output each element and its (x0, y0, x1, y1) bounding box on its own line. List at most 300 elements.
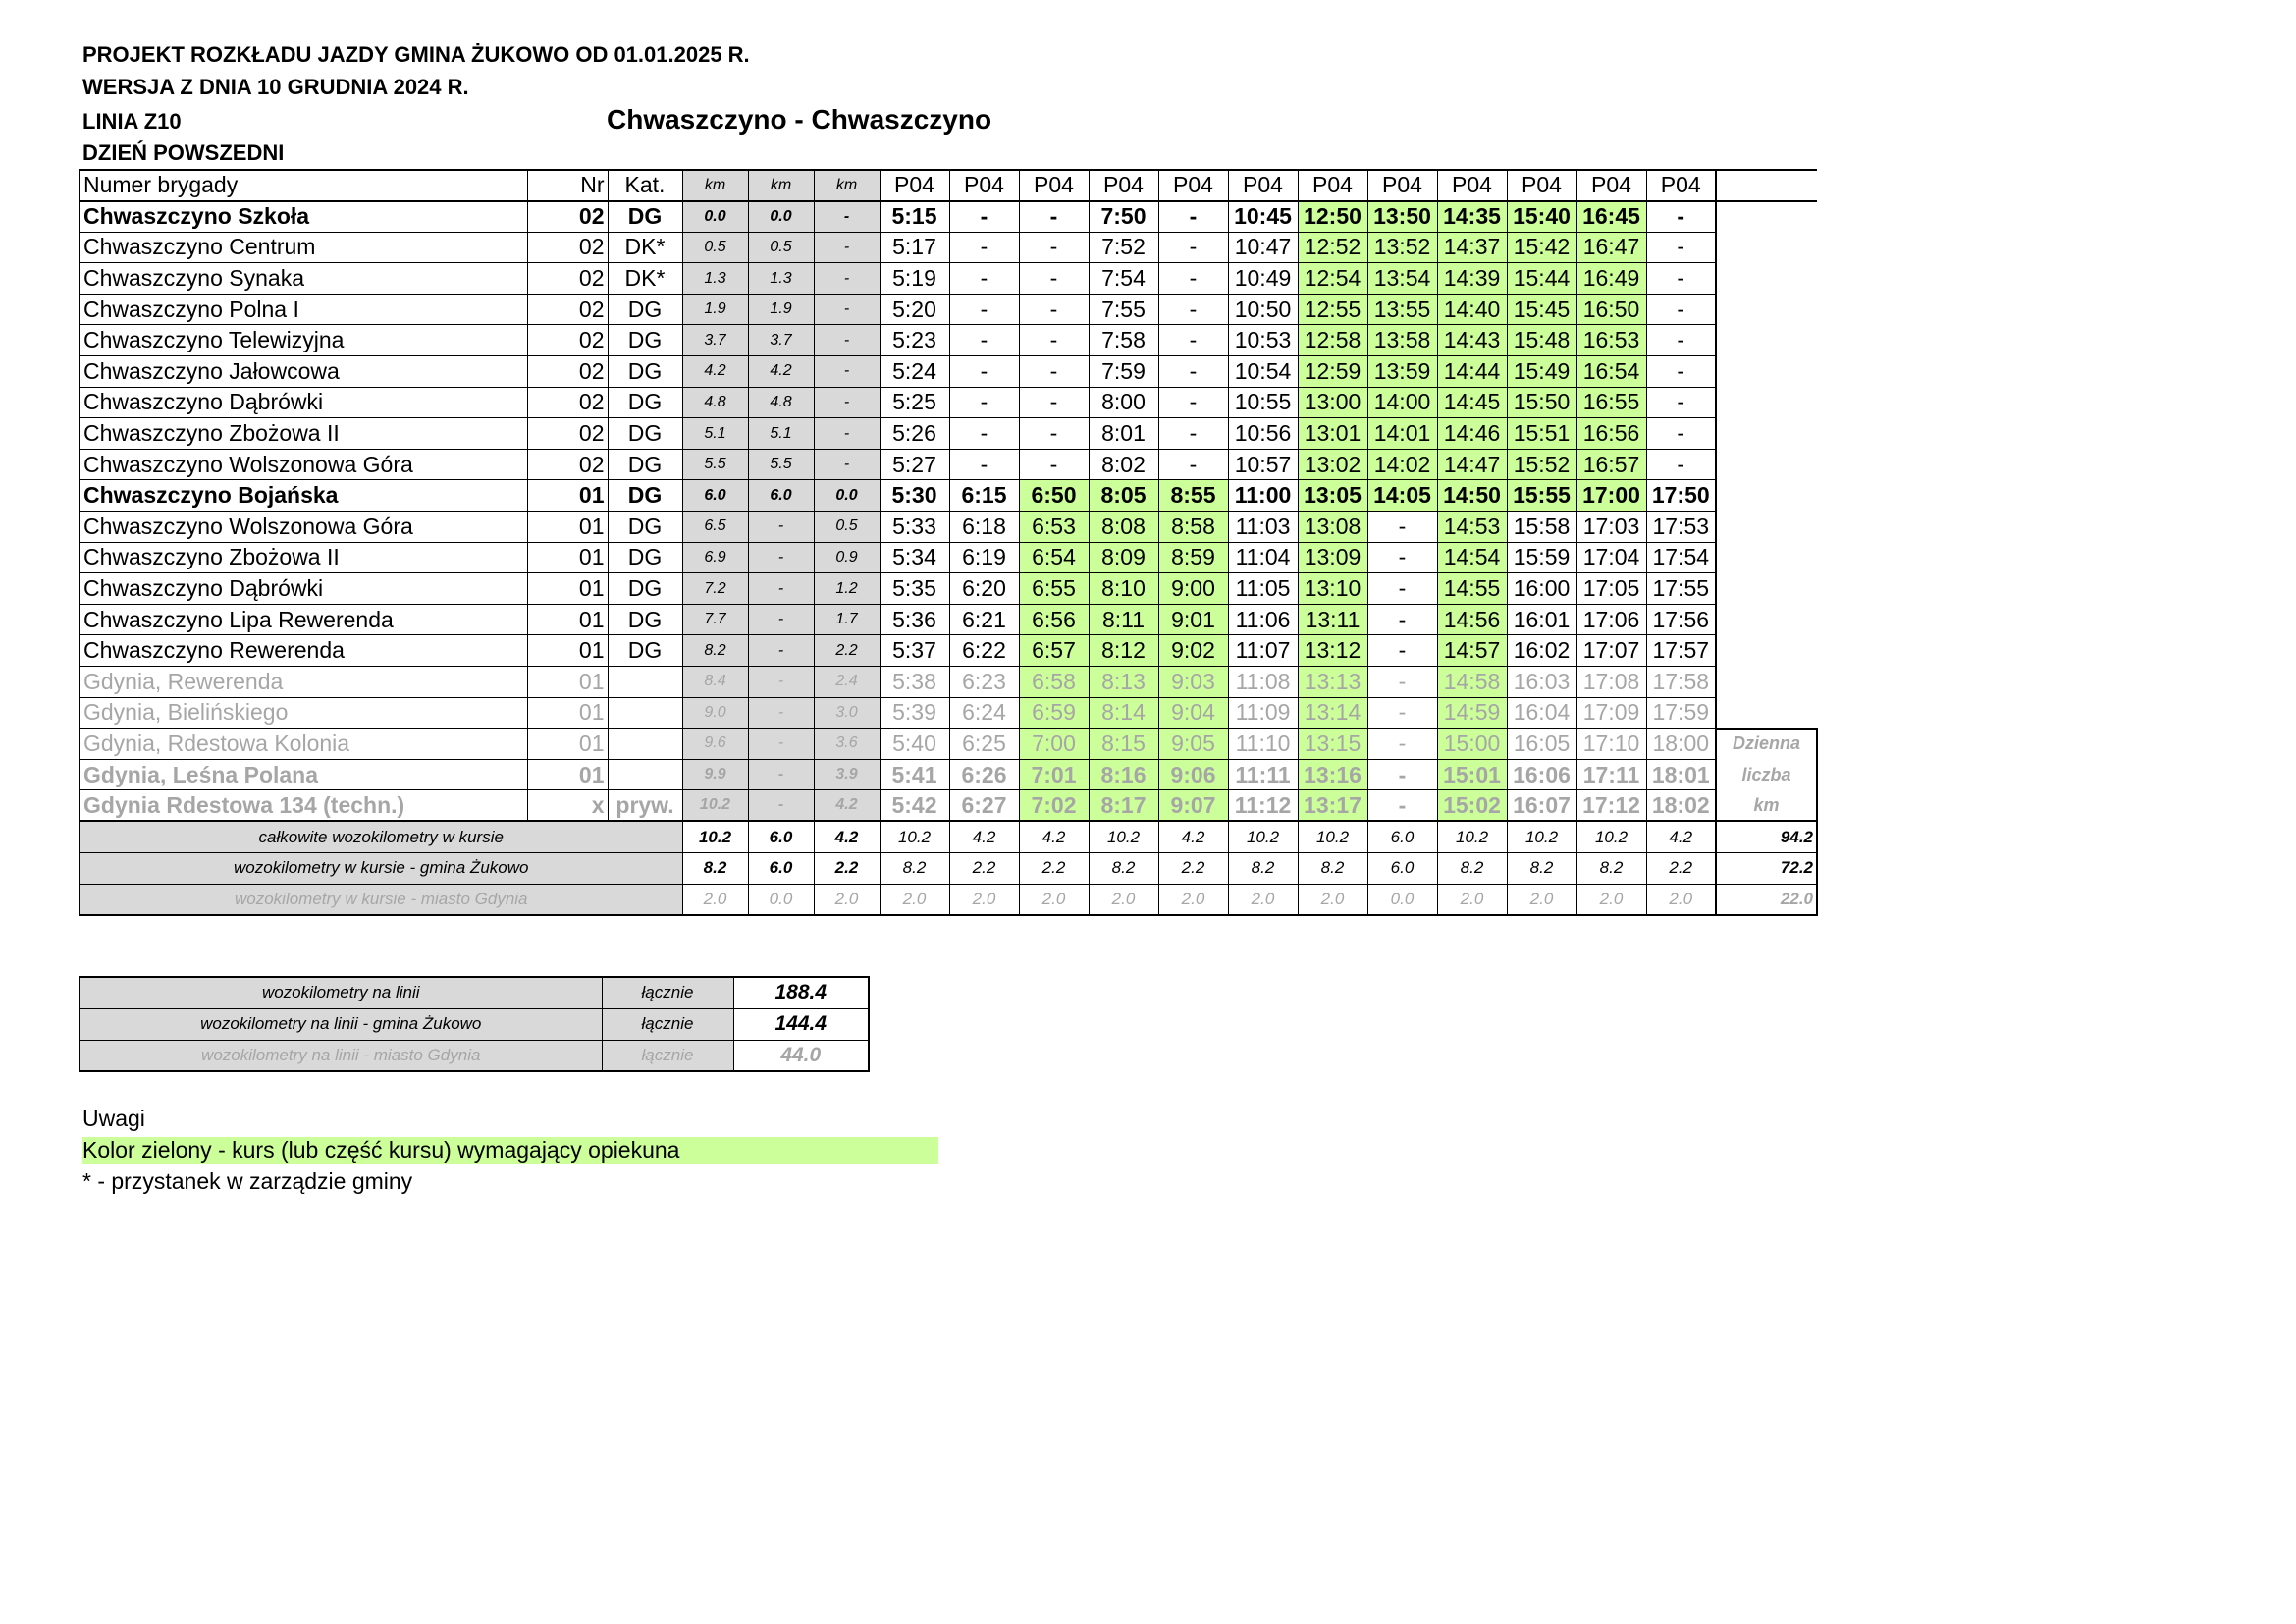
departure-time: 5:41 (880, 759, 949, 790)
departure-time: 5:19 (880, 263, 949, 295)
stop-km: - (748, 759, 814, 790)
stop-row (80, 325, 1817, 356)
departure-time: 18:00 (1646, 729, 1716, 760)
stop-km: 1.2 (814, 573, 880, 605)
stop-row (80, 232, 1817, 263)
stop-km: 4.8 (682, 387, 748, 418)
stop-name: Chwaszczyno Lipa Rewerenda (80, 604, 527, 635)
daily-km-total: 72.2 (1716, 852, 1817, 884)
departure-time: 16:49 (1576, 263, 1646, 295)
summary-value: 2.0 (1437, 884, 1507, 915)
summary-value: 4.2 (1158, 821, 1228, 852)
stop-km: - (748, 790, 814, 822)
departure-time: - (1646, 232, 1716, 263)
stop-name: Chwaszczyno Zbożowa II (80, 542, 527, 573)
stop-km: - (814, 294, 880, 325)
stop-km: 5.1 (748, 418, 814, 450)
daily-km-label: liczba (1716, 759, 1817, 790)
departure-time: 6:54 (1019, 542, 1089, 573)
departure-time: 16:03 (1507, 667, 1576, 698)
departure-time: 14:56 (1437, 604, 1507, 635)
stop-category: DG (608, 604, 682, 635)
departure-time: 12:59 (1298, 356, 1367, 388)
departure-time: 13:00 (1298, 387, 1367, 418)
departure-time: 13:13 (1298, 667, 1367, 698)
departure-time: 16:04 (1507, 697, 1576, 729)
departure-time: 12:52 (1298, 232, 1367, 263)
stop-km: - (814, 356, 880, 388)
stop-name: Chwaszczyno Dąbrówki (80, 387, 527, 418)
summary-km: 10.2 (682, 821, 748, 852)
line-total-row (80, 1040, 869, 1071)
departure-time: 15:44 (1507, 263, 1576, 295)
stop-km: 1.9 (748, 294, 814, 325)
summary-value: 2.2 (949, 852, 1019, 884)
spacer-cell (1716, 635, 1817, 667)
departure-time: 16:56 (1576, 418, 1646, 450)
departure-time: - (1646, 325, 1716, 356)
departure-time: 5:42 (880, 790, 949, 822)
departure-time: 17:54 (1646, 542, 1716, 573)
departure-time: - (1158, 356, 1228, 388)
departure-time: 6:57 (1019, 635, 1089, 667)
summary-value: 10.2 (1228, 821, 1298, 852)
stop-km: 1.3 (748, 263, 814, 295)
departure-time: 13:09 (1298, 542, 1367, 573)
stop-km: - (814, 232, 880, 263)
header-line: LINIA Z10 (82, 109, 182, 134)
summary-label: wozokilometry w kursie - gmina Żukowo (80, 852, 682, 884)
departure-time: 16:53 (1576, 325, 1646, 356)
summary-value: 2.2 (1646, 852, 1716, 884)
departure-time: 14:54 (1437, 542, 1507, 573)
departure-time: 8:09 (1089, 542, 1158, 573)
departure-time: 17:06 (1576, 604, 1646, 635)
departure-time: 6:56 (1019, 604, 1089, 635)
stop-row (80, 729, 1817, 760)
stop-row (80, 512, 1817, 543)
departure-time: 6:26 (949, 759, 1019, 790)
departure-time: 5:15 (880, 201, 949, 233)
brigade-header: P04 (1646, 170, 1716, 201)
departure-time: 6:55 (1019, 573, 1089, 605)
departure-time: 6:53 (1019, 512, 1089, 543)
departure-time: 15:51 (1507, 418, 1576, 450)
stop-category (608, 667, 682, 698)
departure-time: 9:00 (1158, 573, 1228, 605)
stop-km: 5.5 (682, 449, 748, 480)
stop-nr: 02 (527, 449, 608, 480)
departure-time: 7:00 (1019, 729, 1089, 760)
departure-time: 8:00 (1089, 387, 1158, 418)
departure-time: 5:17 (880, 232, 949, 263)
stop-km: - (748, 573, 814, 605)
stop-row (80, 263, 1817, 295)
stop-category: DG (608, 512, 682, 543)
notes-title: Uwagi (82, 1106, 145, 1131)
column-header: Nr (527, 170, 608, 201)
summary-value: 2.0 (1298, 884, 1367, 915)
departure-time: - (1646, 294, 1716, 325)
departure-time: 13:16 (1298, 759, 1367, 790)
departure-time: 13:01 (1298, 418, 1367, 450)
departure-time: 5:24 (880, 356, 949, 388)
stop-km: 3.9 (814, 759, 880, 790)
departure-time: 6:50 (1019, 480, 1089, 512)
departure-time: 16:47 (1576, 232, 1646, 263)
departure-time: 8:55 (1158, 480, 1228, 512)
stop-km: 0.5 (748, 232, 814, 263)
departure-time: 17:55 (1646, 573, 1716, 605)
departure-time: 15:58 (1507, 512, 1576, 543)
column-header: km (814, 170, 880, 201)
stop-km: 2.2 (814, 635, 880, 667)
stop-km: - (748, 697, 814, 729)
stop-name: Chwaszczyno Telewizyjna (80, 325, 527, 356)
departure-time: 13:10 (1298, 573, 1367, 605)
departure-time: 16:05 (1507, 729, 1576, 760)
departure-time: 14:05 (1367, 480, 1437, 512)
stop-name: Chwaszczyno Wolszonowa Góra (80, 449, 527, 480)
departure-time: 5:39 (880, 697, 949, 729)
line-total-unit: łącznie (602, 977, 733, 1008)
departure-time: 13:11 (1298, 604, 1367, 635)
departure-time: 17:53 (1646, 512, 1716, 543)
stop-nr: 02 (527, 294, 608, 325)
departure-time: - (1158, 418, 1228, 450)
summary-value: 10.2 (880, 821, 949, 852)
stop-km: 0.0 (682, 201, 748, 233)
stop-km: 6.0 (682, 480, 748, 512)
departure-time: 9:05 (1158, 729, 1228, 760)
summary-value: 10.2 (1089, 821, 1158, 852)
stop-row (80, 449, 1817, 480)
departure-time: 8:14 (1089, 697, 1158, 729)
stop-km: - (748, 667, 814, 698)
departure-time: 6:22 (949, 635, 1019, 667)
departure-time: 14:37 (1437, 232, 1507, 263)
departure-time: 8:12 (1089, 635, 1158, 667)
departure-time: 11:11 (1228, 759, 1298, 790)
departure-time: - (1019, 325, 1089, 356)
departure-time: 14:02 (1367, 449, 1437, 480)
departure-time: 8:01 (1089, 418, 1158, 450)
line-total-label: wozokilometry na linii - miasto Gdynia (80, 1040, 602, 1071)
departure-time: 8:17 (1089, 790, 1158, 822)
departure-time: - (1646, 356, 1716, 388)
departure-time: 10:45 (1228, 201, 1298, 233)
spacer-cell (1716, 387, 1817, 418)
departure-time: 10:53 (1228, 325, 1298, 356)
departure-time: 17:11 (1576, 759, 1646, 790)
stop-row (80, 667, 1817, 698)
spacer-cell (1716, 294, 1817, 325)
summary-label: wozokilometry w kursie - miasto Gdynia (80, 884, 682, 915)
summary-value: 2.0 (1646, 884, 1716, 915)
departure-time: 11:06 (1228, 604, 1298, 635)
stop-km: 6.5 (682, 512, 748, 543)
summary-value: 2.0 (949, 884, 1019, 915)
line-total-row (80, 977, 869, 1008)
line-total-value: 144.4 (733, 1008, 869, 1040)
line-total-unit: łącznie (602, 1040, 733, 1071)
stop-name: Chwaszczyno Centrum (80, 232, 527, 263)
stop-km: 1.3 (682, 263, 748, 295)
daily-km-label: Dzienna (1716, 729, 1817, 760)
column-header: Kat. (608, 170, 682, 201)
departure-time: - (1158, 449, 1228, 480)
departure-time: 17:04 (1576, 542, 1646, 573)
departure-time: 5:34 (880, 542, 949, 573)
departure-time: 17:05 (1576, 573, 1646, 605)
stop-km: - (814, 418, 880, 450)
stop-km: 4.2 (814, 790, 880, 822)
departure-time: 16:54 (1576, 356, 1646, 388)
stop-category: DG (608, 542, 682, 573)
departure-time: 14:35 (1437, 201, 1507, 233)
stop-row (80, 418, 1817, 450)
departure-time: 6:58 (1019, 667, 1089, 698)
departure-time: 14:58 (1437, 667, 1507, 698)
stop-category: DG (608, 449, 682, 480)
summary-value: 2.0 (1576, 884, 1646, 915)
summary-km: 0.0 (748, 884, 814, 915)
stop-category: DG (608, 418, 682, 450)
departure-time: 16:45 (1576, 201, 1646, 233)
departure-time: 13:50 (1367, 201, 1437, 233)
departure-time: - (1367, 759, 1437, 790)
departure-time: 14:45 (1437, 387, 1507, 418)
departure-time: 14:47 (1437, 449, 1507, 480)
departure-time: 5:27 (880, 449, 949, 480)
departure-time: 16:50 (1576, 294, 1646, 325)
column-header: Numer brygady (80, 170, 527, 201)
stop-category: pryw. (608, 790, 682, 822)
summary-km: 2.0 (682, 884, 748, 915)
departure-time: 18:02 (1646, 790, 1716, 822)
stop-nr: 01 (527, 635, 608, 667)
departure-time: 11:07 (1228, 635, 1298, 667)
departure-time: 5:37 (880, 635, 949, 667)
departure-time: - (1019, 263, 1089, 295)
summary-value: 6.0 (1367, 852, 1437, 884)
column-header: km (748, 170, 814, 201)
departure-time: 15:48 (1507, 325, 1576, 356)
departure-time: 6:27 (949, 790, 1019, 822)
departure-time: 8:11 (1089, 604, 1158, 635)
departure-time: - (1367, 635, 1437, 667)
stop-nr: 02 (527, 387, 608, 418)
stop-km: 0.0 (814, 480, 880, 512)
summary-value: 8.2 (880, 852, 949, 884)
departure-time: - (949, 356, 1019, 388)
summary-value: 10.2 (1437, 821, 1507, 852)
departure-time: - (1158, 201, 1228, 233)
summary-value: 2.0 (880, 884, 949, 915)
stop-category: DG (608, 573, 682, 605)
departure-time: 10:47 (1228, 232, 1298, 263)
stop-row (80, 604, 1817, 635)
stop-category: DG (608, 356, 682, 388)
stop-category: DG (608, 294, 682, 325)
departure-time: 15:55 (1507, 480, 1576, 512)
departure-time: 11:09 (1228, 697, 1298, 729)
summary-value: 2.2 (1019, 852, 1089, 884)
line-total-value: 188.4 (733, 977, 869, 1008)
stop-km: 4.2 (748, 356, 814, 388)
departure-time: 11:05 (1228, 573, 1298, 605)
spacer-cell (1716, 325, 1817, 356)
departure-time: 11:04 (1228, 542, 1298, 573)
departure-time: 7:55 (1089, 294, 1158, 325)
departure-time: 6:18 (949, 512, 1019, 543)
spacer-cell (1716, 232, 1817, 263)
departure-time: 7:52 (1089, 232, 1158, 263)
stop-name: Chwaszczyno Synaka (80, 263, 527, 295)
stop-nr: 01 (527, 729, 608, 760)
departure-time: - (1646, 387, 1716, 418)
departure-time: - (1646, 449, 1716, 480)
stop-nr: 02 (527, 418, 608, 450)
stop-name: Gdynia, Leśna Polana (80, 759, 527, 790)
timetable (79, 169, 1818, 916)
stop-category (608, 729, 682, 760)
departure-time: 15:01 (1437, 759, 1507, 790)
departure-time: 17:08 (1576, 667, 1646, 698)
stop-nr: 02 (527, 201, 608, 233)
brigade-header: P04 (1158, 170, 1228, 201)
stop-category: DG (608, 201, 682, 233)
summary-km: 4.2 (814, 821, 880, 852)
departure-time: 8:58 (1158, 512, 1228, 543)
km-summary-row (80, 852, 1817, 884)
departure-time: 13:12 (1298, 635, 1367, 667)
stop-name: Chwaszczyno Jałowcowa (80, 356, 527, 388)
departure-time: 14:55 (1437, 573, 1507, 605)
departure-time: 16:02 (1507, 635, 1576, 667)
brigade-header: P04 (1019, 170, 1089, 201)
summary-value: 4.2 (1019, 821, 1089, 852)
departure-time: 8:08 (1089, 512, 1158, 543)
stop-category: DG (608, 325, 682, 356)
stop-km: - (748, 542, 814, 573)
departure-time: - (1158, 263, 1228, 295)
departure-time: - (1367, 573, 1437, 605)
departure-time: 15:42 (1507, 232, 1576, 263)
departure-time: 5:30 (880, 480, 949, 512)
departure-time: 14:43 (1437, 325, 1507, 356)
stop-row (80, 759, 1817, 790)
departure-time: 7:58 (1089, 325, 1158, 356)
departure-time: - (1019, 232, 1089, 263)
departure-time: 9:06 (1158, 759, 1228, 790)
brigade-header: P04 (1367, 170, 1437, 201)
departure-time: - (1646, 263, 1716, 295)
stop-km: 4.8 (748, 387, 814, 418)
departure-time: - (1646, 418, 1716, 450)
departure-time: - (949, 449, 1019, 480)
spacer-cell (1716, 418, 1817, 450)
departure-time: 18:01 (1646, 759, 1716, 790)
summary-km: 2.2 (814, 852, 880, 884)
departure-time: 13:17 (1298, 790, 1367, 822)
departure-time: 14:40 (1437, 294, 1507, 325)
departure-time: 5:38 (880, 667, 949, 698)
departure-time: 13:02 (1298, 449, 1367, 480)
departure-time: - (1367, 729, 1437, 760)
stop-km: 8.2 (682, 635, 748, 667)
departure-time: 6:23 (949, 667, 1019, 698)
legend-green-note: Kolor zielony - kurs (lub część kursu) wymagający opiekuna (82, 1137, 938, 1164)
daily-km-total: 22.0 (1716, 884, 1817, 915)
departure-time: 17:57 (1646, 635, 1716, 667)
stop-km: 9.0 (682, 697, 748, 729)
departure-time: - (1367, 542, 1437, 573)
departure-time: - (1019, 418, 1089, 450)
stop-row (80, 387, 1817, 418)
stop-km: 0.9 (814, 542, 880, 573)
stop-km: 5.5 (748, 449, 814, 480)
daily-km-label: km (1716, 790, 1817, 822)
departure-time: 13:05 (1298, 480, 1367, 512)
departure-time: 13:14 (1298, 697, 1367, 729)
stop-nr: 01 (527, 697, 608, 729)
departure-time: 10:57 (1228, 449, 1298, 480)
brigade-header: P04 (949, 170, 1019, 201)
departure-time: 8:02 (1089, 449, 1158, 480)
stop-km: 6.0 (748, 480, 814, 512)
departure-time: 7:59 (1089, 356, 1158, 388)
departure-time: 9:07 (1158, 790, 1228, 822)
summary-value: 8.2 (1437, 852, 1507, 884)
stop-category (608, 697, 682, 729)
departure-time: 14:01 (1367, 418, 1437, 450)
stop-km: - (748, 729, 814, 760)
departure-time: 13:54 (1367, 263, 1437, 295)
summary-value: 8.2 (1089, 852, 1158, 884)
summary-value: 2.0 (1019, 884, 1089, 915)
stop-nr: 01 (527, 667, 608, 698)
departure-time: 12:50 (1298, 201, 1367, 233)
departure-time: - (949, 418, 1019, 450)
stop-name: Chwaszczyno Szkoła (80, 201, 527, 233)
stop-name: Chwaszczyno Polna I (80, 294, 527, 325)
stop-nr: 02 (527, 356, 608, 388)
spacer-cell (1716, 170, 1817, 201)
departure-time: 9:04 (1158, 697, 1228, 729)
summary-value: 4.2 (1646, 821, 1716, 852)
departure-time: 13:59 (1367, 356, 1437, 388)
stop-km: - (814, 325, 880, 356)
departure-time: 13:52 (1367, 232, 1437, 263)
stop-km: 7.7 (682, 604, 748, 635)
stop-km: 9.9 (682, 759, 748, 790)
stop-nr: 01 (527, 604, 608, 635)
stop-row (80, 294, 1817, 325)
departure-time: 7:02 (1019, 790, 1089, 822)
summary-value: 8.2 (1507, 852, 1576, 884)
stop-km: - (814, 201, 880, 233)
stop-km: 9.6 (682, 729, 748, 760)
departure-time: 6:21 (949, 604, 1019, 635)
departure-time: 5:23 (880, 325, 949, 356)
stop-km: 3.7 (748, 325, 814, 356)
departure-time: - (1367, 790, 1437, 822)
departure-time: - (949, 294, 1019, 325)
departure-time: 5:35 (880, 573, 949, 605)
departure-time: 14:57 (1437, 635, 1507, 667)
stop-km: 10.2 (682, 790, 748, 822)
